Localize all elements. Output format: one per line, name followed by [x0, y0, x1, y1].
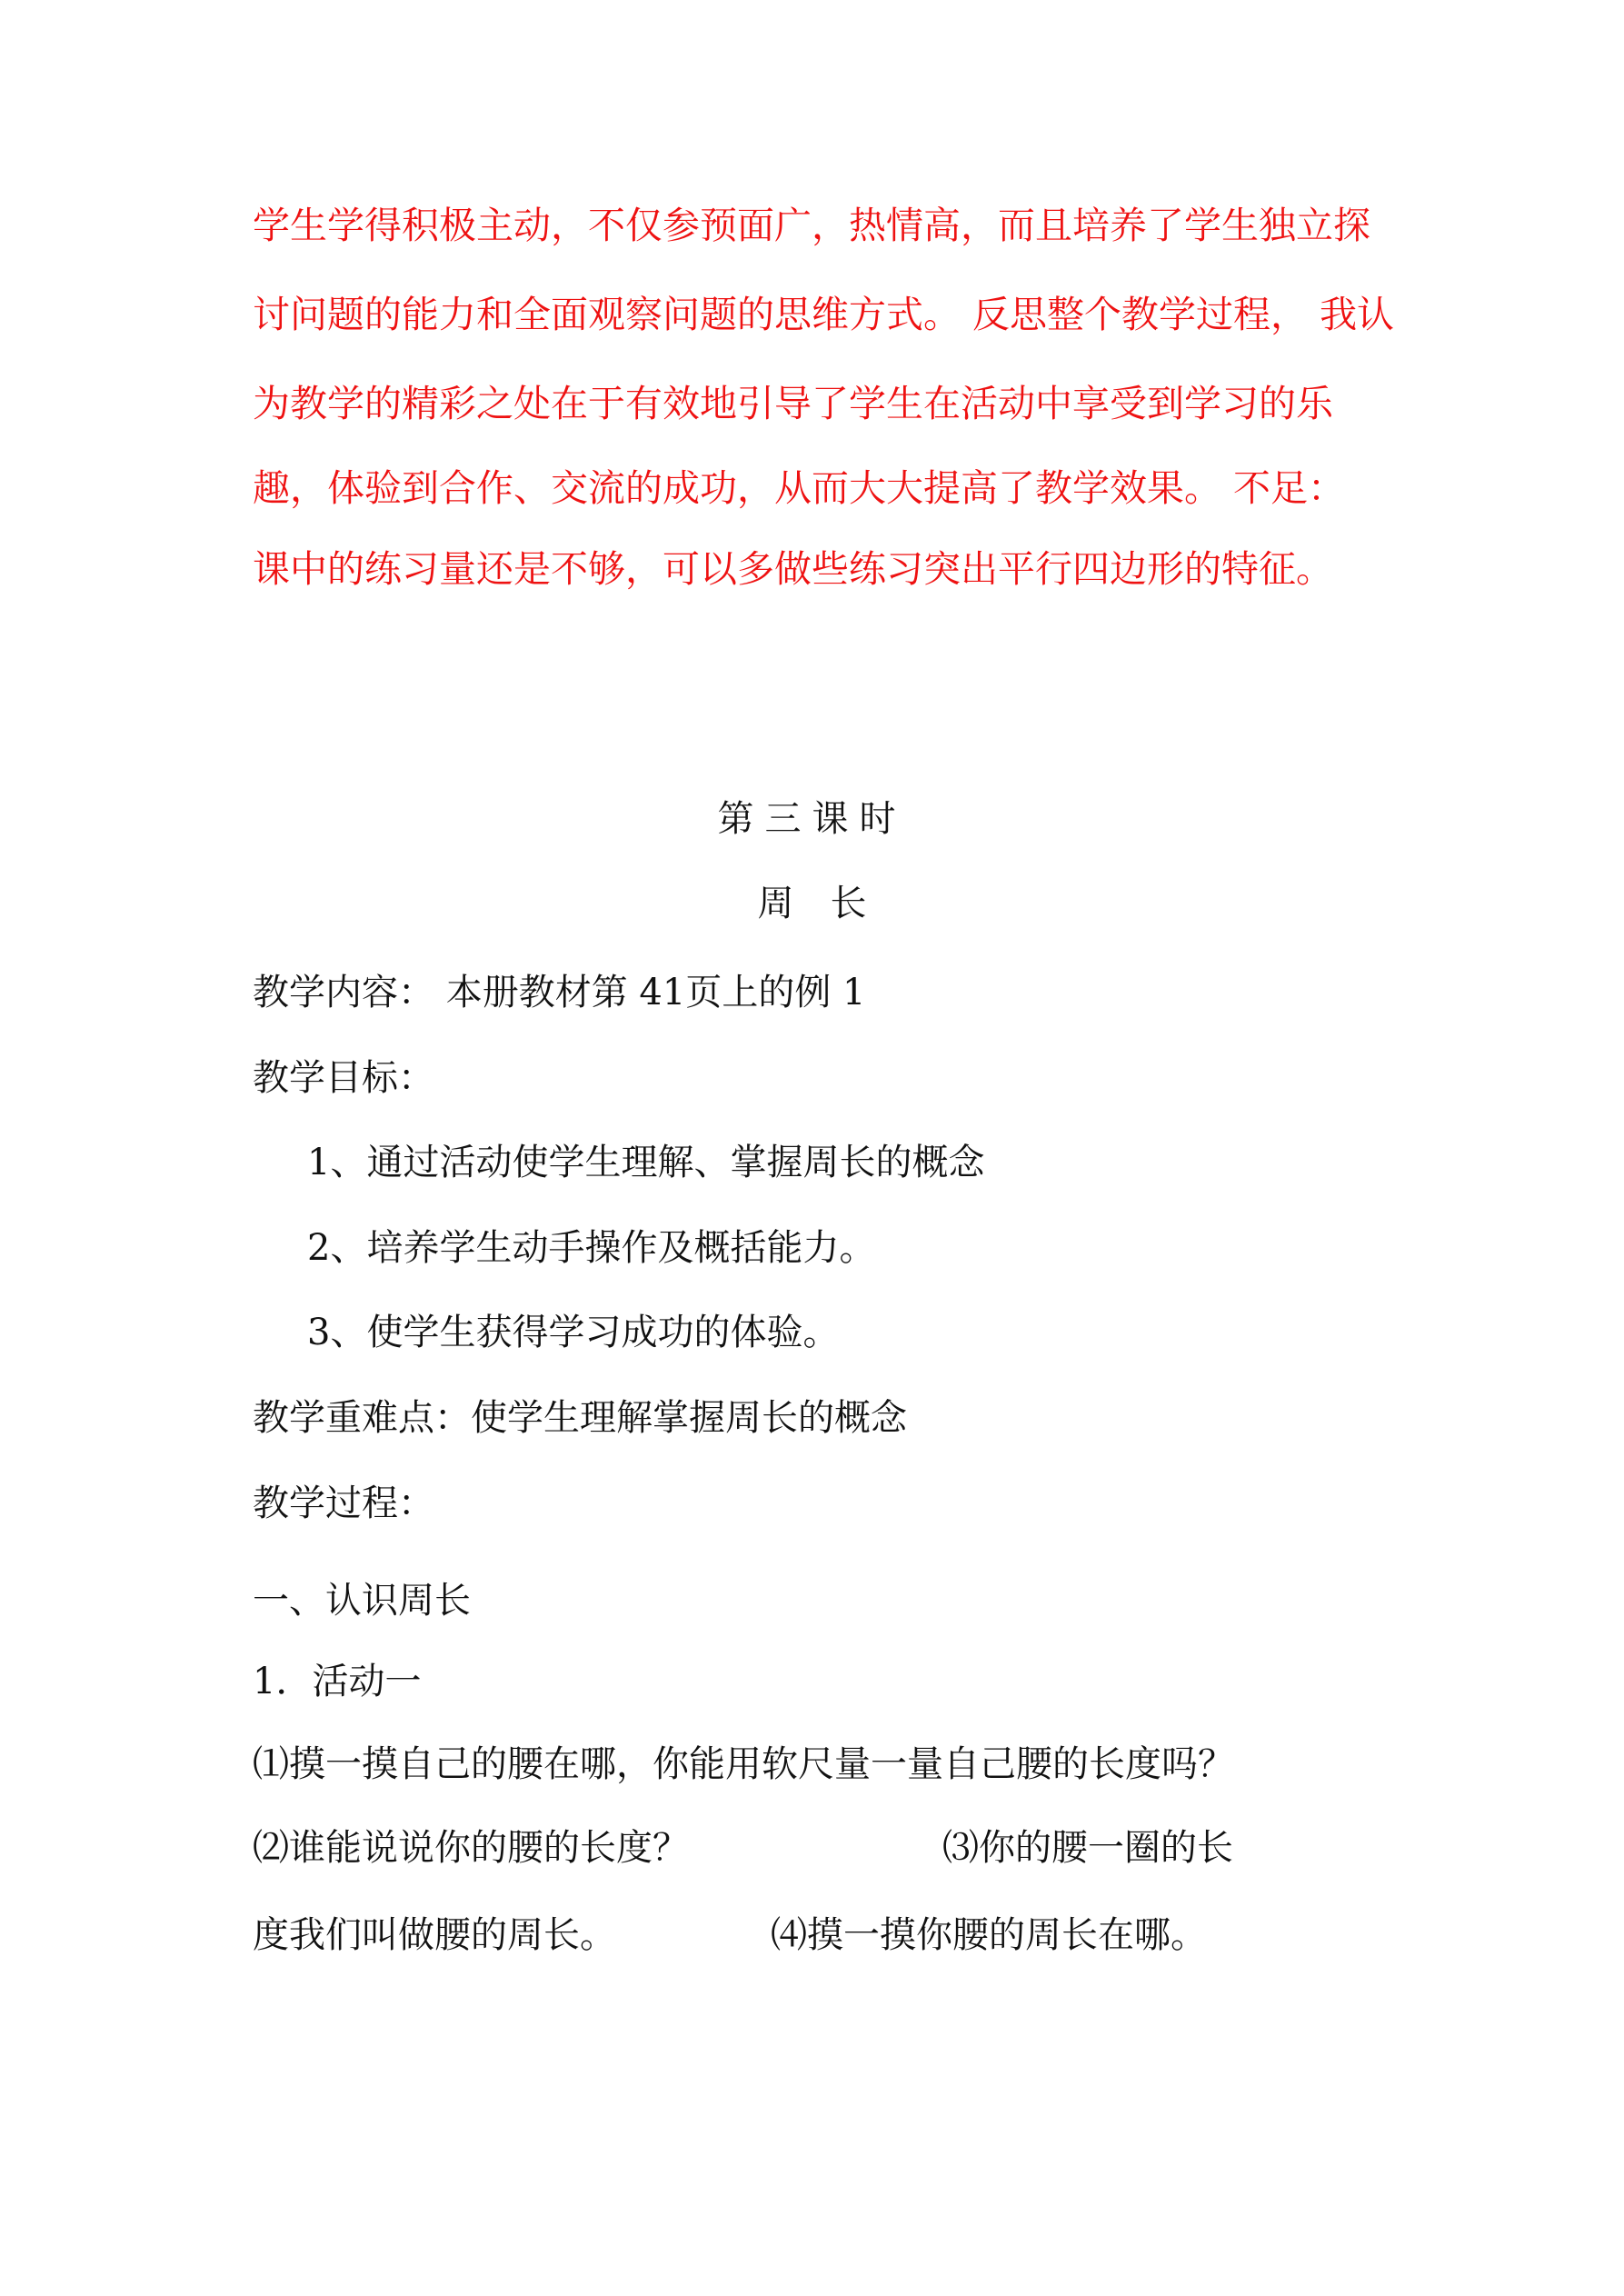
- question-1: ⑴摸一摸自己的腰在哪，你能用软尺量一量自己腰的长度吗？: [253, 1743, 1234, 1785]
- reflection-line: 学生学得积极主动，不仅参预面广，热情高，而且培养了学生独立探: [253, 204, 1370, 247]
- teaching-goal: 1、通过活动使学生理解、掌握周长的概念: [307, 1142, 985, 1183]
- key-points: 教学重难点：使学生理解掌握周长的概念: [253, 1397, 907, 1439]
- teaching-goal: 2、培养学生动手操作及概括能力。: [307, 1227, 876, 1269]
- question-3-start: ⑶你的腰一圈的长: [942, 1827, 1233, 1869]
- lesson-title: 周长: [757, 883, 903, 924]
- question-2: ⑵谁能说说你的腰的长度？: [253, 1827, 689, 1869]
- reflection-line: 讨问题的能力和全面观察问题的思维方式。 反思整个教学过程， 我认: [253, 293, 1395, 336]
- section-heading: 一、认识周长: [253, 1580, 471, 1622]
- question-3-end: 度我们叫做腰的周长。: [253, 1914, 616, 1956]
- teaching-goal: 3、使学生获得学习成功的体验。: [307, 1312, 840, 1353]
- lesson-period: 第三课时: [717, 798, 907, 840]
- reflection-line: 为教学的精彩之处在于有效地引导了学生在活动中享受到学习的乐: [253, 382, 1333, 425]
- teaching-content: 教学内容： 本册教材第 41页上的例 1: [253, 972, 866, 1013]
- reflection-line: 课中的练习量还是不够，可以多做些练习突出平行四边形的特征。: [253, 547, 1333, 591]
- teaching-goals-label: 教学目标：: [253, 1057, 434, 1099]
- activity-heading: 1．活动一: [253, 1661, 422, 1702]
- question-4: ⑷摸一摸你腰的周长在哪。: [771, 1914, 1207, 1956]
- reflection-line: 趣，体验到合作、交流的成功，从而大大提高了教学效果。 不足：: [253, 466, 1346, 510]
- teaching-process-label: 教学过程：: [253, 1482, 434, 1524]
